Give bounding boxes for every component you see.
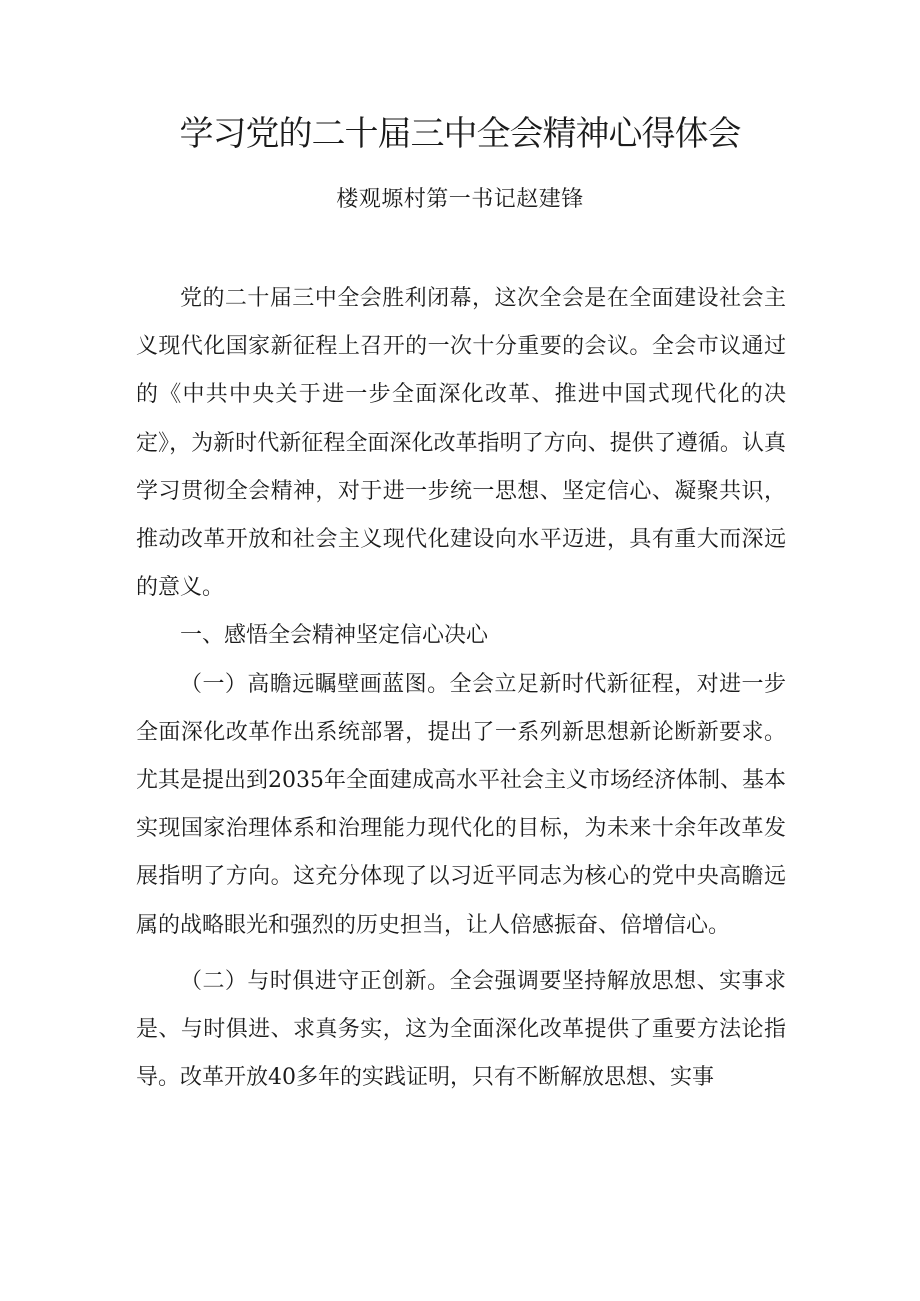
- document-body: [136, 275, 786, 1102]
- paragraph-subsection-2: （二）与时俱进守正创新。全会强调要坚持解放思想、实事求是、与时俱进、求真务实，这为全面深化改革提供了重要方法论指导。改革开放40多年的实践证明，只有不断解放思想、实事: [136, 968, 786, 1091]
- paragraph-subsection-1: （一）高瞻远瞩壁画蓝图。全会立足新时代新征程，对进一步全面深化改革作出系统部署，提出了一系列新思想新论断新要求。尤其是提出到2035年全面建成高水平社会主义市场经济体制、基本实现国家治理体系和治理能力现代化的目标，为未来十余年改革发展指明了方向。这充分体现了以习近平同志为核心的党中央高瞻远属的战略眼光和强烈的历史担当，让人倍感振奋、倍增信心。: [136, 671, 786, 938]
- section-heading-1: 一、感悟全会精神坚定信心决心: [180, 623, 489, 649]
- document-title: 学习党的二十届三中全会精神心得体会: [179, 114, 741, 154]
- document-author: 楼观塬村第一书记赵建锋: [336, 187, 584, 212]
- paragraph-intro: 党的二十届三中全会胜利闭幕，这次全会是在全面建设社会主义现代化国家新征程上召开的一次十分重要的会议。全会市议通过的《中共中央关于进一步全面深化改革、推进中国式现代化的决定》，为新时代新征程全面深化改革指明了方向、提供了遵循。认真学习贯彻全会精神，对于进一步统一思想、坚定信心、凝聚共识，推动改革开放和社会主义现代化建设向水平迈进，具有重大而深远的意义。: [136, 286, 786, 601]
